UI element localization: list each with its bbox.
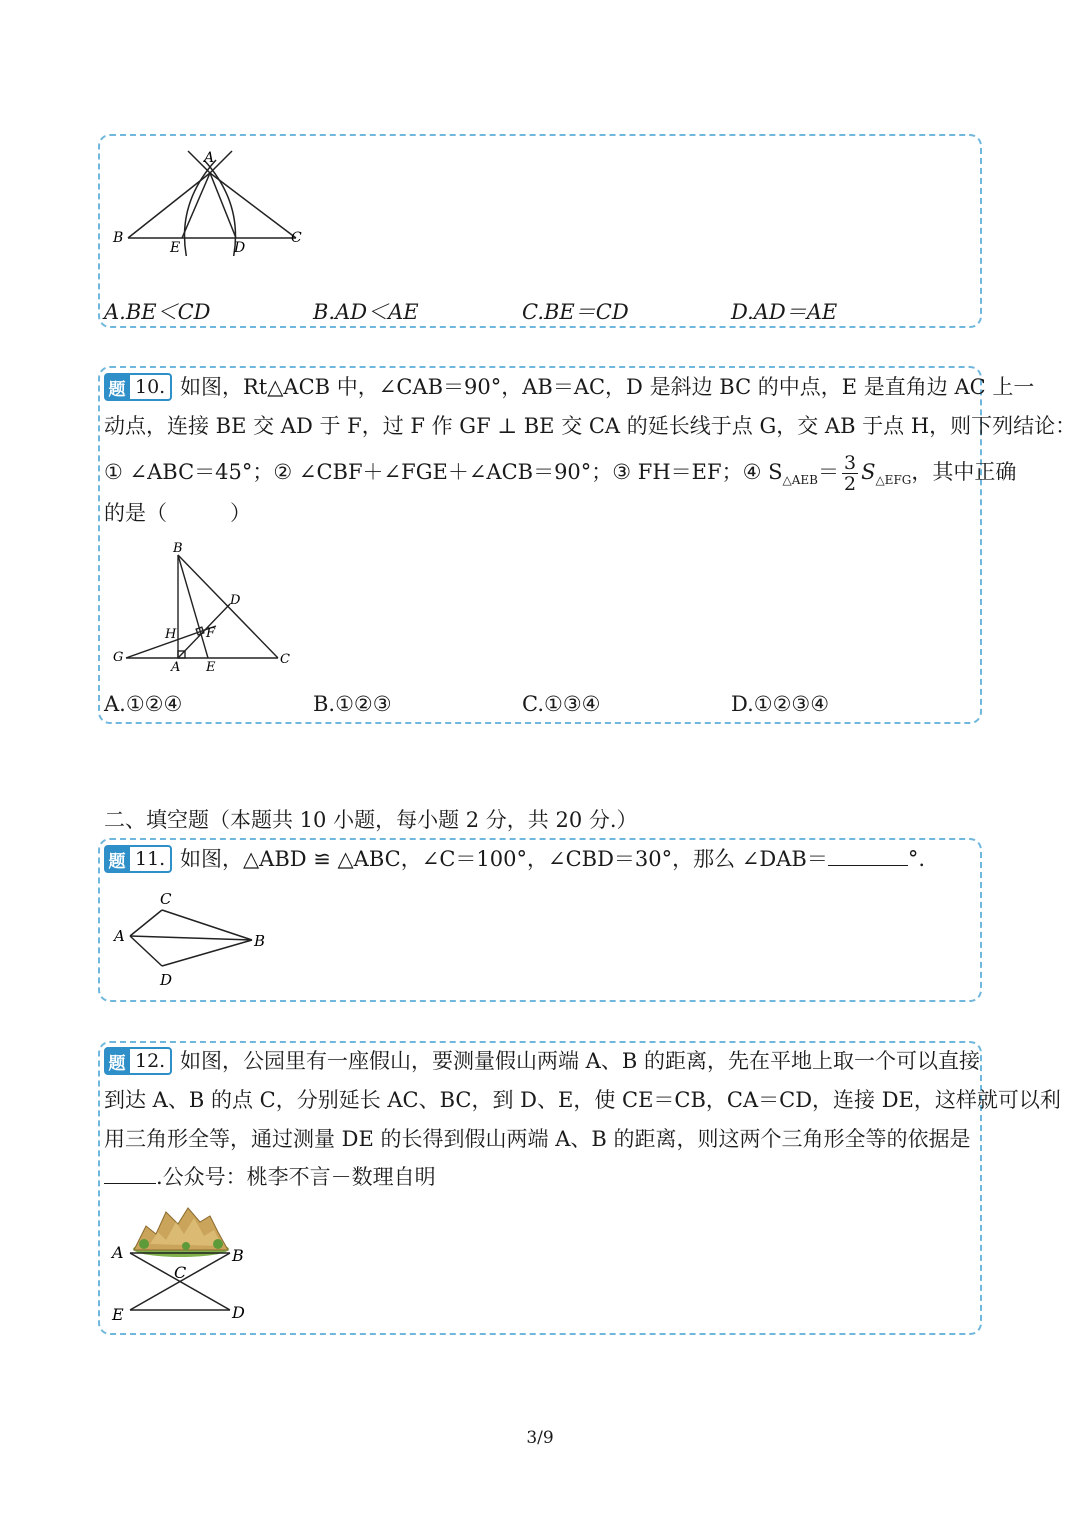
- q12-tag: [104, 1047, 172, 1075]
- rockery-illustration: [133, 1208, 229, 1257]
- q10-label-B: B: [173, 541, 183, 556]
- q12-tag-label: 题: [104, 1047, 130, 1075]
- q10-label-H: H: [165, 627, 177, 642]
- q10-line-4: 的是（ ）: [104, 501, 251, 525]
- q12-label-B: B: [232, 1246, 244, 1265]
- q11-text-b: °.: [907, 847, 926, 871]
- q11-label-C: C: [160, 890, 172, 908]
- q10-number: 10.: [130, 373, 172, 401]
- q10-option-d[interactable]: D.①②③④: [731, 692, 830, 716]
- q9-label-B: B: [113, 230, 124, 246]
- q10-eq: ＝: [817, 460, 839, 484]
- q10-label-C: C: [280, 652, 290, 667]
- q10-label-A: A: [171, 660, 181, 674]
- q11-text: [180, 844, 925, 874]
- section-2-title: 二、填空题（本题共 10 小题，每小题 2 分，共 20 分.）: [104, 808, 638, 832]
- q11-tag-label: 题: [104, 845, 130, 873]
- q10-line-1: 如图，Rt△ACB 中，∠CAB＝90°，AB＝AC，D 是斜边 BC 的中点，E 是直角边 AC 上一: [180, 375, 1035, 399]
- q12-number: 12.: [130, 1047, 172, 1075]
- q12-figure: [106, 1204, 256, 1328]
- q9-label-C: C: [291, 230, 302, 246]
- q12-line-4-text: .公众号：桃李不言－数理自明: [156, 1165, 436, 1189]
- page-number: 3/9: [526, 1428, 554, 1448]
- q10-line-2: 动点，连接 BE 交 AD 于 F，过 F 作 GF ⊥ BE 交 CA 的延长线于点 G，交 AB 于点 H，则下列结论：: [104, 414, 1077, 438]
- q12-label-E: E: [112, 1305, 124, 1324]
- q10-label-G: G: [113, 650, 124, 665]
- q9-option-a[interactable]: A.BE＜CD: [104, 300, 211, 324]
- q11-number: 11.: [130, 845, 172, 873]
- q10-figure: [108, 540, 298, 674]
- q10-label-F: F: [206, 626, 216, 641]
- q10-frac-den: 2: [843, 473, 857, 495]
- q10-frac-num: 3: [843, 452, 857, 474]
- q10-label-D: D: [230, 593, 241, 608]
- q12-line-4: [104, 1162, 436, 1192]
- q11-label-D: D: [160, 971, 173, 989]
- q10-option-c[interactable]: C.①③④: [522, 692, 601, 716]
- q9-label-E: E: [170, 240, 181, 256]
- q10-sub-1: △AEB: [782, 473, 818, 488]
- q9-figure: [108, 146, 318, 256]
- q11-label-A: A: [114, 927, 125, 945]
- q10-tag-label: 题: [104, 373, 130, 401]
- q10-line-3: [104, 453, 1016, 495]
- q12-label-A: A: [112, 1243, 124, 1262]
- q10-line-3-a: ① ∠ABC＝45°；② ∠CBF＋∠FGE＋∠ACB＝90°；③ FH＝EF；④ S: [104, 460, 783, 484]
- q9-option-c[interactable]: C.BE＝CD: [522, 300, 629, 324]
- q11-figure: [108, 884, 278, 990]
- q12-line-3: 用三角形全等，通过测量 DE 的长得到假山两端 A、B 的距离，则这两个三角形全等的依据是: [104, 1127, 971, 1151]
- q12-line-1: 如图，公园里有一座假山，要测量假山两端 A、B 的距离，先在平地上取一个可以直接: [180, 1049, 980, 1073]
- q11-label-B: B: [254, 932, 266, 950]
- q12-label-D: D: [232, 1303, 245, 1322]
- q9-option-b[interactable]: B.AD＜AE: [313, 300, 419, 324]
- q10-option-a[interactable]: A.①②④: [104, 692, 183, 716]
- q10-label-E: E: [206, 660, 216, 674]
- q11-tag: [104, 845, 172, 873]
- q10-option-b[interactable]: B.①②③: [313, 692, 392, 716]
- q10-sub-2: △EFG: [875, 473, 912, 488]
- q11-text-a: 如图，△ABD ≌ △ABC，∠C＝100°，∠CBD＝30°，那么 ∠DAB＝: [180, 847, 828, 871]
- q10-tag: [104, 373, 172, 401]
- q9-option-d[interactable]: D.AD＝AE: [731, 300, 838, 324]
- q11-answer-blank[interactable]: [828, 845, 908, 866]
- q9-label-A: A: [204, 150, 215, 166]
- q12-label-C: C: [174, 1263, 187, 1282]
- q12-line-2: 到达 A、B 的点 C，分别延长 AC、BC，到 D、E，使 CE＝CB，CA＝CD，连接 DE，这样就可以利: [104, 1088, 1061, 1112]
- q10-s2: S: [861, 460, 876, 484]
- q10-fraction: [842, 453, 858, 494]
- q10-line-3-b: ，其中正确: [911, 460, 1017, 484]
- q9-label-D: D: [234, 240, 246, 256]
- q12-answer-blank[interactable]: [104, 1163, 156, 1184]
